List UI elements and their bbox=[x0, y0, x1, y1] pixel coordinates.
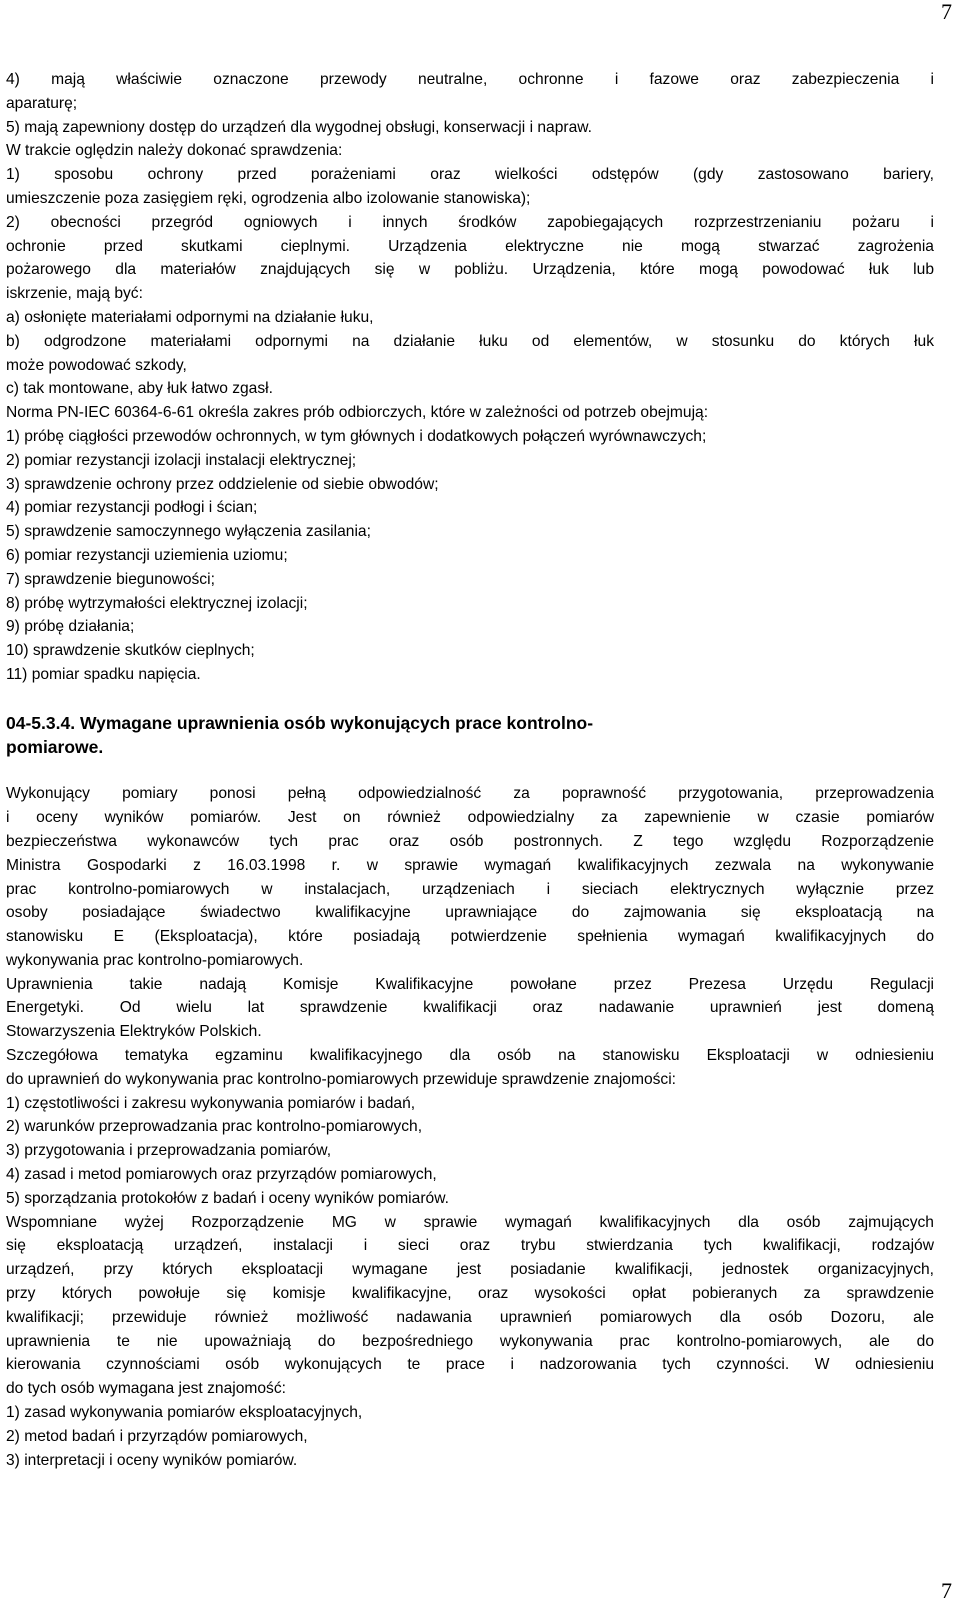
text-line: przy których powołuje się komisje kwalifikacyjne, oraz wysokości opłat pobieranych za sprawdzenie bbox=[6, 1285, 934, 1303]
text-line: 1) częstotliwości i zakresu wykonywania pomiarów i badań, bbox=[6, 1094, 416, 1112]
text-line: ochronie przed skutkami cieplnymi. Urządzenia elektryczne nie mogą stwarzać zagrożenia bbox=[6, 237, 934, 255]
text-line: uprawnienia te nie upoważniają do bezpośredniego wykonywania prac kontrolno-pomiarowych, ale do bbox=[6, 1332, 934, 1350]
text-line: osoby posiadające świadectwo kwalifikacyjne uprawniające do zajmowania się eksploatacją na bbox=[6, 904, 934, 922]
text-line: Energetyki. Od wielu lat sprawdzenie kwalifikacji oraz nadawanie uprawnień jest domeną bbox=[6, 999, 934, 1017]
text-line: 8) próbę wytrzymałości elektrycznej izolacji; bbox=[6, 594, 308, 612]
text-line: 2) pomiar rezystancji izolacji instalacji elektrycznej; bbox=[6, 451, 357, 469]
text-line: Wspomniane wyżej Rozporządzenie MG w sprawie wymagań kwalifikacyjnych dla osób zajmujących bbox=[6, 1213, 934, 1231]
text-line: 5) sporządzania protokołów z badań i oceny wyników pomiarów. bbox=[6, 1189, 449, 1207]
text-line: do tych osób wymagana jest znajomość: bbox=[6, 1380, 286, 1398]
text-line: pożarowego dla materiałów znajdujących się w pobliżu. Urządzenia, które mogą powodować łuk lub bbox=[6, 261, 934, 279]
text-line: prac kontrolno-pomiarowych w instalacjach, urządzeniach i sieciach elektrycznych wyłącznie przez bbox=[6, 880, 934, 898]
text-line: się eksploatacją urządzeń, instalacji i sieci oraz trybu stwierdzania tych kwalifikacji, rodzajów bbox=[6, 1237, 934, 1255]
document-body bbox=[6, 68, 934, 1472]
text-line: W trakcie oględzin należy dokonać sprawdzenia: bbox=[6, 142, 343, 160]
text-line: iskrzenie, mają być: bbox=[6, 285, 143, 303]
text-line: umieszczenie poza zasięgiem ręki, ogrodzenia albo izolowanie stanowiska); bbox=[6, 189, 531, 207]
page-number-bottom: 7 bbox=[941, 1578, 952, 1603]
text-line: 3) sprawdzenie ochrony przez oddzielenie od siebie obwodów; bbox=[6, 475, 439, 493]
text-line: stanowisku E (Eksploatacja), które posiadają potwierdzenie spełnienia wymagań kwalifikacyjnych do bbox=[6, 928, 934, 946]
section-heading-line-1: 04-5.3.4. Wymagane uprawnienia osób wykonujących prace kontrolno- bbox=[6, 712, 594, 733]
text-line: Ministra Gospodarki z 16.03.1998 r. w sprawie wymagań kwalifikacyjnych zezwala na wykonywanie bbox=[6, 856, 934, 874]
text-line: Wykonujący pomiary ponosi pełną odpowiedzialność za poprawność przygotowania, przeprowadzenia bbox=[6, 785, 934, 803]
text-line: może powodować szkody, bbox=[6, 356, 187, 374]
text-line: 3) przygotowania i przeprowadzania pomiarów, bbox=[6, 1142, 332, 1160]
text-line: Norma PN-IEC 60364-6-61 określa zakres prób odbiorczych, które w zależności od potrzeb obejmują: bbox=[6, 404, 709, 422]
text-line: urządzeń, przy których eksploatacji wymagane jest posiadanie kwalifikacji, jednostek organizacyjnych, bbox=[6, 1261, 934, 1279]
text-line: 1) próbę ciągłości przewodów ochronnych, w tym głównych i dodatkowych połączeń wyrównawczych; bbox=[6, 427, 707, 445]
paragraph-spacer bbox=[6, 687, 934, 711]
text-line: b) odgrodzone materiałami odpornymi na działanie łuku od elementów, w stosunku do których łuk bbox=[6, 332, 934, 350]
text-line: 3) interpretacji i oceny wyników pomiarów. bbox=[6, 1451, 298, 1469]
text-line: wykonywania prac kontrolno-pomiarowych. bbox=[6, 951, 304, 969]
text-line: a) osłonięte materiałami odpornymi na działanie łuku, bbox=[6, 308, 374, 326]
text-line: 5) mają zapewniony dostęp do urządzeń dla wygodnej obsługi, konserwacji i napraw. bbox=[6, 118, 592, 136]
text-line: Stowarzyszenia Elektryków Polskich. bbox=[6, 1023, 262, 1041]
text-line: 4) zasad i metod pomiarowych oraz przyrządów pomiarowych, bbox=[6, 1166, 437, 1184]
text-line: 1) zasad wykonywania pomiarów eksploatacyjnych, bbox=[6, 1404, 363, 1422]
text-line: bezpieczeństwa wykonawców tych prac oraz osób postronnych. Z tego względu Rozporządzenie bbox=[6, 832, 934, 850]
inspection-and-tests-section bbox=[6, 68, 934, 687]
page-number-top: 7 bbox=[941, 0, 952, 24]
text-line: 9) próbę działania; bbox=[6, 618, 135, 636]
text-line: 5) sprawdzenie samoczynnego wyłączenia zasilania; bbox=[6, 523, 371, 541]
section-heading-line-2: pomiarowe. bbox=[6, 736, 104, 757]
text-line: c) tak montowane, aby łuk łatwo zgasł. bbox=[6, 380, 273, 398]
text-line: 6) pomiar rezystancji uziemienia uziomu; bbox=[6, 546, 288, 564]
text-line: do uprawnień do wykonywania prac kontrolno-pomiarowych przewiduje sprawdzenie znajomości: bbox=[6, 1070, 677, 1088]
text-line: aparaturę; bbox=[6, 94, 78, 112]
text-line: 1) sposobu ochrony przed porażeniami oraz wielkości odstępów (gdy zastosowano bariery, bbox=[6, 166, 934, 184]
text-line: 2) obecności przegród ogniowych i innych środków zapobiegających rozprzestrzenianiu pożaru i bbox=[6, 213, 934, 231]
text-line: 2) warunków przeprowadzania prac kontrolno-pomiarowych, bbox=[6, 1118, 423, 1136]
text-line: 2) metod badań i przyrządów pomiarowych, bbox=[6, 1427, 308, 1445]
paragraph-spacer bbox=[6, 759, 934, 783]
text-line: kwalifikacji; przewiduje również możliwość nadawania uprawnień pomiarowych dla osób Dozoru, ale bbox=[6, 1308, 934, 1326]
text-line: 10) sprawdzenie skutków cieplnych; bbox=[6, 642, 255, 660]
section-heading bbox=[6, 711, 934, 759]
qualifications-section bbox=[6, 782, 934, 1472]
text-line: Szczegółowa tematyka egzaminu kwalifikacyjnego dla osób na stanowisku Eksploatacji w odniesieniu bbox=[6, 1047, 934, 1065]
text-line: 11) pomiar spadku napięcia. bbox=[6, 665, 201, 683]
text-line: Uprawnienia takie nadają Komisje Kwalifikacyjne powołane przez Prezesa Urzędu Regulacji bbox=[6, 975, 934, 993]
text-line: 4) mają właściwie oznaczone przewody neutralne, ochronne i fazowe oraz zabezpieczenia i bbox=[6, 71, 934, 88]
text-line: kierowania czynnościami osób wykonujących te prace i nadzorowania tych czynności. W odniesieniu bbox=[6, 1356, 934, 1374]
text-line: 4) pomiar rezystancji podłogi i ścian; bbox=[6, 499, 258, 517]
text-line: 7) sprawdzenie biegunowości; bbox=[6, 570, 215, 588]
text-line: i oceny wyników pomiarów. Jest on również odpowiedzialny za zapewnienie w czasie pomiarów bbox=[6, 809, 934, 827]
